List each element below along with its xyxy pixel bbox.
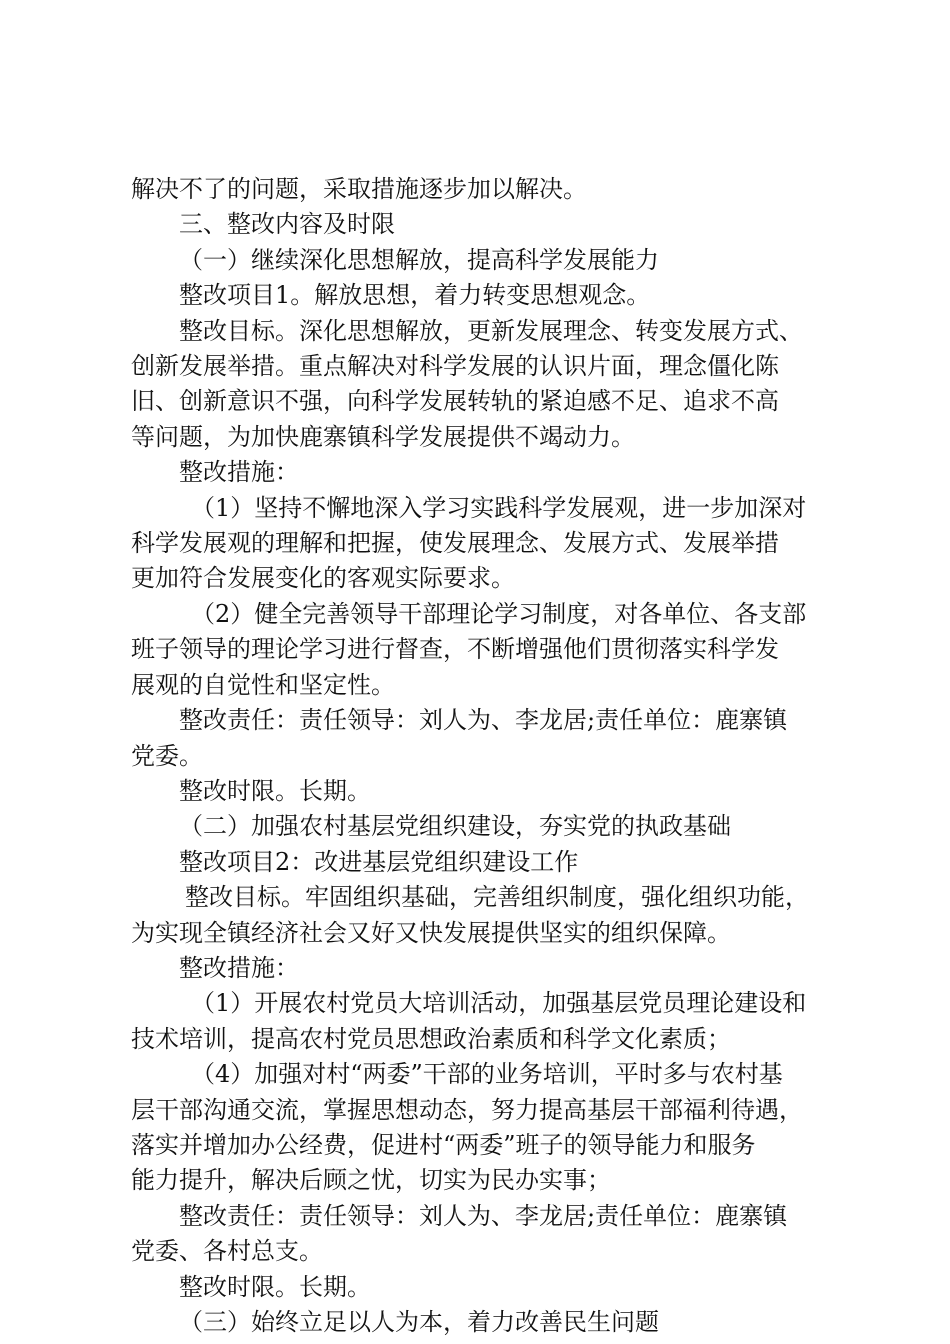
text-line: 层干部沟通交流，掌握思想动态，努力提高基层干部福利待遇， [131,1095,803,1124]
text-line: 技术培训，提高农村党员思想政治素质和科学文化素质； [131,1024,731,1053]
text-line: 班子领导的理论学习进行督查，不断增强他们贯彻落实科学发 [131,635,779,664]
list-item: （4）加强对村“两委”干部的业务培训，平时多与农村基 [191,1060,783,1089]
section-heading: 三、整改内容及时限 [179,210,395,239]
text-line: 能力提升，解决后顾之忧，切实为民办实事； [131,1166,611,1195]
subsection-heading: （三）始终立足以人为本，着力改善民生问题 [179,1308,659,1336]
text-line: 科学发展观的理解和把握，使发展理念、发展方式、发展举措 [131,529,779,558]
text-line: 等问题，为加快鹿寨镇科学发展提供不竭动力。 [131,422,635,451]
text-line: 整改责任：责任领导：刘人为、李龙居;责任单位：鹿寨镇 [179,1201,788,1230]
list-item: （1）开展农村党员大培训活动，加强基层党员理论建设和 [191,989,807,1018]
text-line: 落实并增加办公经费，促进村“两委”班子的领导能力和服务 [131,1130,756,1159]
text-line: 整改项目2：改进基层党组织建设工作 [179,847,579,876]
subsection-heading: （一）继续深化思想解放，提高科学发展能力 [179,245,659,274]
text-line: 整改时限。长期。 [179,776,371,805]
text-line: 整改目标。深化思想解放，更新发展理念、转变发展方式、 [179,316,803,345]
text-line: 旧、创新意识不强，向科学发展转轨的紧迫感不足、追求不高 [131,387,779,416]
text-line: 整改责任：责任领导：刘人为、李龙居;责任单位：鹿寨镇 [179,706,788,735]
text-line: 整改项目1。解放思想，着力转变思想观念。 [179,281,651,310]
text-line: 整改措施： [179,953,299,982]
text-line: 为实现全镇经济社会又好又快发展提供坚实的组织保障。 [131,918,731,947]
text-line: 党委。 [131,741,203,770]
text-line: 整改目标。牢固组织基础，完善组织制度，强化组织功能， [185,883,809,912]
text-line: 更加符合发展变化的客观实际要求。 [131,564,515,593]
text-line: 党委、各村总支。 [131,1237,323,1266]
text-line: 创新发展举措。重点解决对科学发展的认识片面，理念僵化陈 [131,352,779,381]
list-item: （1）坚持不懈地深入学习实践科学发展观，进一步加深对 [191,493,807,522]
document-body [131,172,831,1340]
text-line: 解决不了的问题，采取措施逐步加以解决。 [131,175,587,203]
subsection-heading: （二）加强农村基层党组织建设，夯实党的执政基础 [179,812,731,841]
list-item: （2）健全完善领导干部理论学习制度，对各单位、各支部 [191,599,807,628]
text-line: 整改措施： [179,458,299,487]
text-line: 展观的自觉性和坚定性。 [131,670,395,699]
text-line: 整改时限。长期。 [179,1272,371,1301]
